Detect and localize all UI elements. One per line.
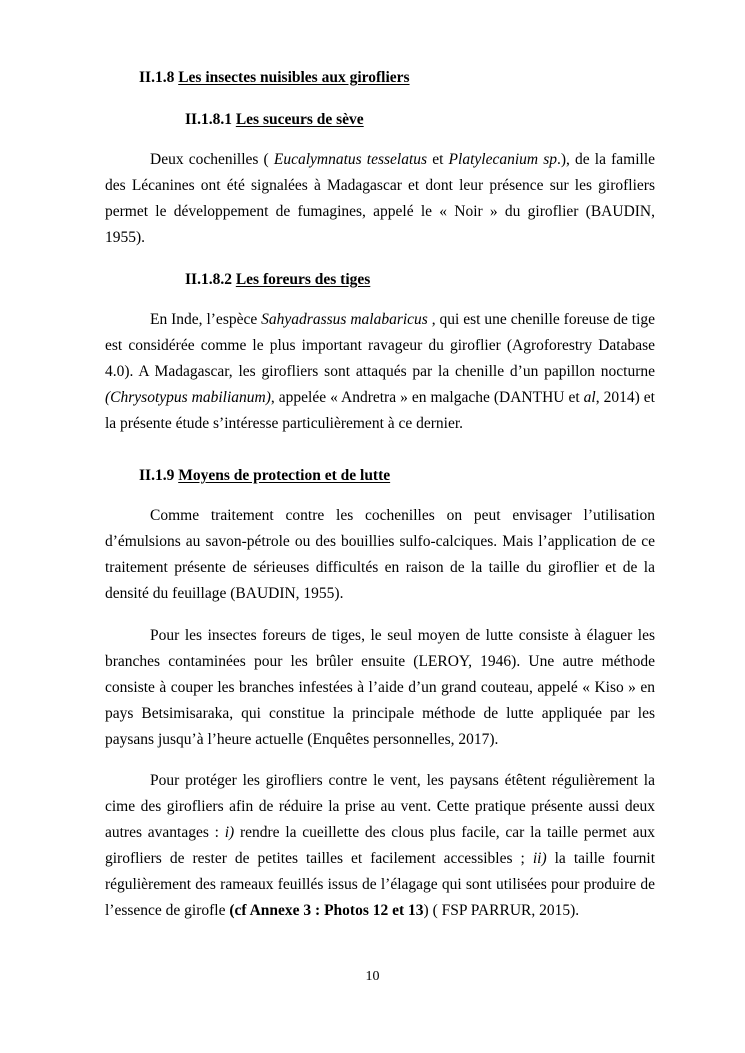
heading-title: Les insectes nuisibles aux girofliers (178, 69, 410, 86)
page-number: 10 (365, 969, 380, 984)
section-heading-II-1-8 (139, 65, 655, 91)
text-run: .), de la famille des Lécanines ont été signalées à Madagascar et dont leur présence sur les girofliers permet le développement de fumagines, appelé le « Noir » du giroflier (BAUDIN, 1955). (105, 151, 656, 246)
text-run: (Chrysotypus mabilianum) (105, 389, 271, 406)
text-run: rendre la cueillette des clous plus facile, car la taille permet aux girofliers de rester de petites tailles et facilement accessibles ; (105, 824, 655, 867)
section-heading-II-1-9 (139, 463, 655, 489)
text-run: ii) (532, 850, 547, 867)
text-run: Deux cochenilles ( (150, 151, 274, 168)
paragraph-cochineal-treatment (105, 503, 655, 607)
text-run: , 2014) et la présente étude s’intéresse particulièrement à ce dernier. (105, 389, 655, 432)
text-run: En Inde, l’espèce (150, 311, 262, 328)
heading-number: II.1.8 (139, 69, 175, 86)
paragraph-stem-borer-control (105, 623, 655, 753)
page-content (105, 65, 655, 924)
paragraph-stem-borers (105, 307, 655, 437)
text-run: Pour les insectes foreurs de tiges, le seul moyen de lutte consiste à élaguer les branches contaminées pour les brûler ensuite (LEROY, 1946). Une autre méthode consiste à couper les branches infestées à l’aide d’un grand couteau, appelé « Kiso » en pays Betsimisaraka, qui constitue la principale méthode de lutte appliquée par les paysans jusqu’à l’heure actuelle (Enquêtes personnelles, 2017). (105, 627, 655, 748)
paragraph-wind-protection (105, 768, 655, 924)
paragraph-sap-suckers (105, 147, 655, 251)
subsection-heading-II-1-8-1 (185, 107, 655, 133)
text-run: Comme traitement contre les cochenilles on peut envisager l’utilisation d’émulsions au savon-pétrole ou des bouillies sulfo-calciques. Mais l’application de ce traitement présente de sérieuses difficultés en raison de la taille du giroflier et de la densité du feuillage (BAUDIN, 1955). (105, 507, 655, 602)
heading-number: II.1.8.1 (185, 111, 232, 128)
text-run: la taille fournit régulièrement des rameaux feuillés issus de l’élagage qui sont utilisées pour produire de l’essence de girofle (105, 850, 655, 919)
text-run: ) ( FSP PARRUR, 2015). (423, 902, 580, 919)
text-run: Eucalymnatus tesselatus (273, 151, 428, 168)
heading-title: Les foreurs des tiges (235, 271, 371, 288)
text-run: , qui est une chenille foreuse de tige est considérée comme le plus important ravageur du giroflier (Agroforestry Database 4.0). A Madagascar, les girofliers sont attaqués par la chenille d’un papillon nocturne (105, 311, 656, 380)
text-run: i) (224, 824, 235, 841)
text-run: Sahyadrassus malabaricus (261, 311, 428, 328)
text-run: Platylecanium sp (448, 151, 557, 168)
text-run: Pour protéger les girofliers contre le vent, les paysans étêtent régulièrement la cime des girofliers afin de réduire la prise au vent. Cette pratique présente aussi deux autres avantages : (105, 772, 655, 841)
heading-number: II.1.9 (139, 467, 175, 484)
heading-number: II.1.8.2 (185, 271, 232, 288)
text-run: al (583, 389, 596, 406)
text-run: et (427, 151, 449, 168)
heading-title: Les suceurs de sève (235, 111, 364, 128)
heading-title: Moyens de protection et de lutte (178, 467, 391, 484)
text-run: , appelée « Andretra » en malgache (DANTHU et (270, 389, 584, 406)
subsection-heading-II-1-8-2 (185, 267, 655, 293)
text-run: (cf Annexe 3 : Photos 12 et 13 (229, 902, 424, 919)
